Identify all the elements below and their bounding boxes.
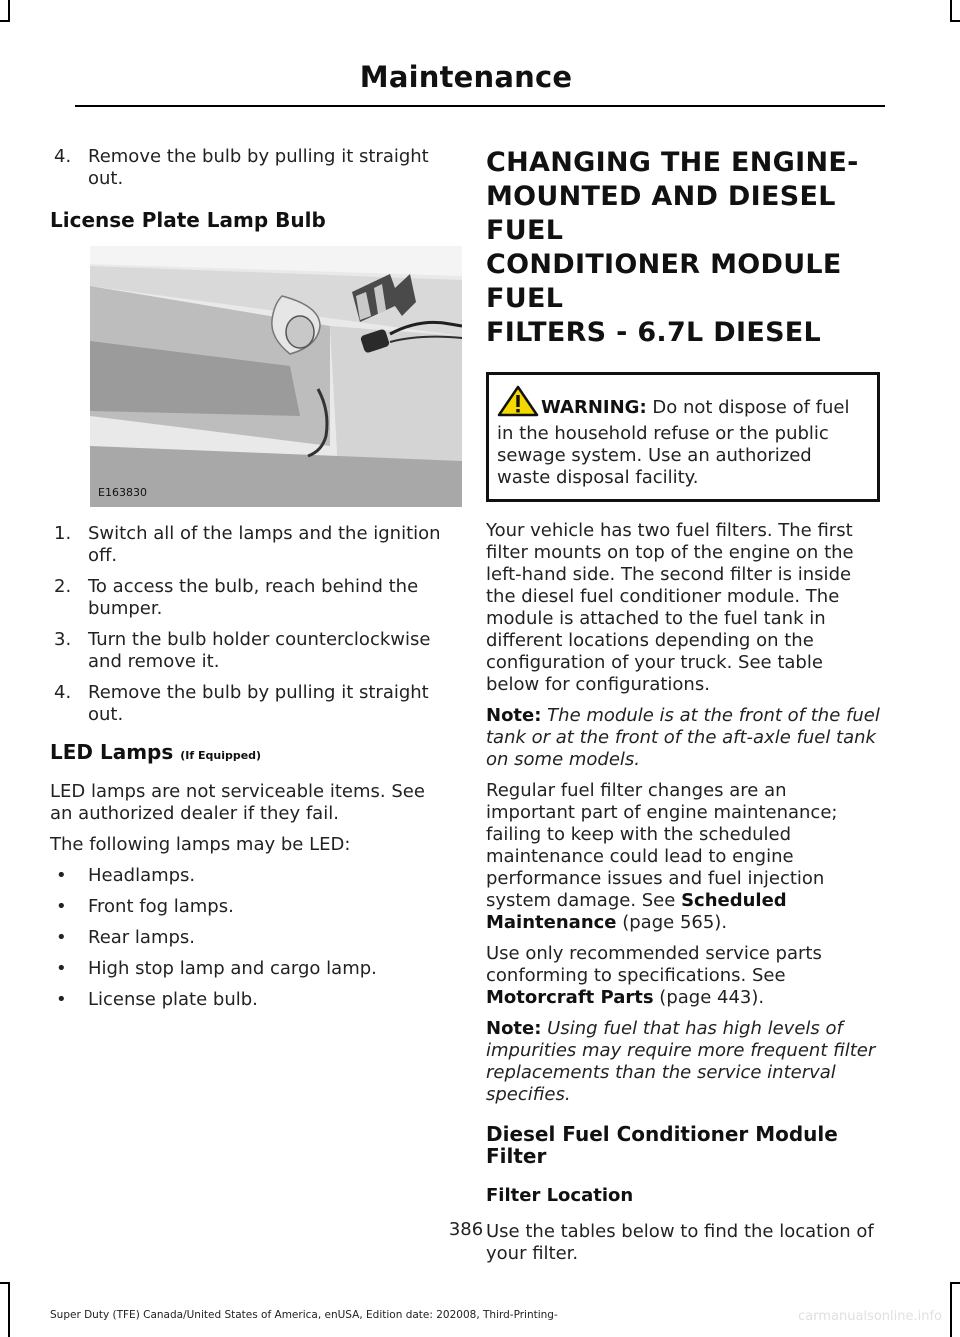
note-label: Note: [486,1018,542,1039]
item-text: Headlamps. [88,865,196,886]
license-plate-lamp-figure [90,246,462,507]
list-item [50,629,450,673]
warning-label: WARNING: [541,397,647,418]
page-number: 386 [448,1219,484,1240]
paragraph-text: Use only recommended service parts conforming to specifications. See [486,943,822,986]
warning-triangle-icon [497,385,539,423]
step-number: 1. [54,523,72,544]
step-number: 2. [54,576,72,597]
header-divider [75,105,885,107]
list-item [50,896,450,918]
page-reference: (page 443). [653,987,765,1008]
list-item [50,958,450,980]
watermark: carmanualsonline.info [798,1309,942,1324]
crop-mark-top-right [950,0,952,22]
list-item [50,576,450,620]
edition-footer: Super Duty (TFE) Canada/United States of America, enUSA, Edition date: 202008, Third-Printing- [50,1309,558,1321]
step-text: Remove the bulb by pulling it straight out. [88,146,429,189]
figure-code: E163830 [98,486,147,499]
list-item [50,927,450,949]
crop-mark-bottom-right [950,1282,952,1337]
heading-line: CHANGING THE ENGINE- [486,147,859,178]
bullet: • [56,865,67,886]
heading-line: CONDITIONER MODULE FUEL [486,249,842,314]
note-module-location [486,705,880,771]
crop-mark-top-left-h [0,20,10,22]
item-text: License plate bulb. [88,989,258,1010]
crop-mark-bottom-left [8,1282,10,1337]
list-item [50,682,450,726]
scheduled-maintenance-link[interactable]: Scheduled Maintenance [486,890,787,933]
step-number: 3. [54,629,72,650]
crop-mark-top-right-h [950,20,960,22]
item-text: High stop lamp and cargo lamp. [88,958,377,979]
warning-text: Do not dispose of fuel in the household refuse or the public sewage system. Use an authorized waste disposal facility. [497,397,850,488]
step-text: Turn the bulb holder counterclockwise and remove it. [88,629,431,672]
intro-step [50,146,450,190]
fuel-filters-paragraph: Your vehicle has two fuel filters. The first filter mounts on top of the engine on the left-hand side. The second filter is inside the diesel fuel conditioner module. The module is attached to the fuel tank in different locations depending on the configuration of your truck. See table below for configurations. [486,520,854,695]
step-number: 4. [54,682,72,703]
left-column [50,146,450,1020]
motorcraft-parts-link[interactable]: Motorcraft Parts [486,987,654,1008]
step-text: Switch all of the lamps and the ignition off. [88,523,441,566]
note-text: Using fuel that has high levels of impurities may require more frequent filter replacements than the service interval specifies. [486,1018,876,1105]
if-equipped-tag: (If Equipped) [180,749,262,762]
heading-line: MOUNTED AND DIESEL FUEL [486,181,836,246]
filter-location-heading: Filter Location [486,1185,634,1206]
page-reference: (page 565). [616,912,728,933]
item-text: Rear lamps. [88,927,196,948]
crop-mark-bottom-right-h [950,1282,960,1284]
page-section-title: Maintenance [359,60,573,94]
note-fuel-impurities [486,1018,880,1106]
bullet: • [56,989,67,1010]
note-label: Note: [486,705,542,726]
warning-box [486,372,880,502]
led-heading-text: LED Lamps [50,740,174,764]
list-item [50,989,450,1011]
led-lamp-list [50,865,450,1011]
note-text: The module is at the front of the fuel tank or at the front of the aft-axle fuel tank on some models. [486,705,880,770]
led-lamps-heading [50,740,450,768]
led-list-intro: The following lamps may be LED: [50,834,351,855]
heading-line: FILTERS - 6.7L DIESEL [486,317,822,348]
led-paragraph: LED lamps are not serviceable items. See an authorized dealer if they fail. [50,781,425,824]
diesel-module-heading: Diesel Fuel Conditioner Module Filter [486,1122,838,1168]
paragraph-text: Regular fuel filter changes are an important part of engine maintenance; failing to keep with the scheduled maintenance could lead to engine performance issues and fuel injection system damage. See [486,780,838,911]
service-parts-paragraph [486,943,880,1009]
list-item [50,865,450,887]
section-heading [486,146,880,350]
step-text: Remove the bulb by pulling it straight out. [88,682,429,725]
license-plate-heading: License Plate Lamp Bulb [50,208,326,232]
bullet: • [56,896,67,917]
crop-mark-top-left [8,0,10,22]
license-steps [50,523,450,726]
step-number: 4. [54,146,72,167]
right-column [486,146,880,1274]
bullet: • [56,927,67,948]
step-text: To access the bulb, reach behind the bumper. [88,576,419,619]
maintenance-paragraph [486,780,880,934]
item-text: Front fog lamps. [88,896,234,917]
list-item [50,523,450,567]
tables-intro-paragraph: Use the tables below to find the location of your filter. [486,1221,874,1264]
crop-mark-bottom-left-h [0,1282,10,1284]
license-plate-illustration [90,246,462,507]
bullet: • [56,958,67,979]
